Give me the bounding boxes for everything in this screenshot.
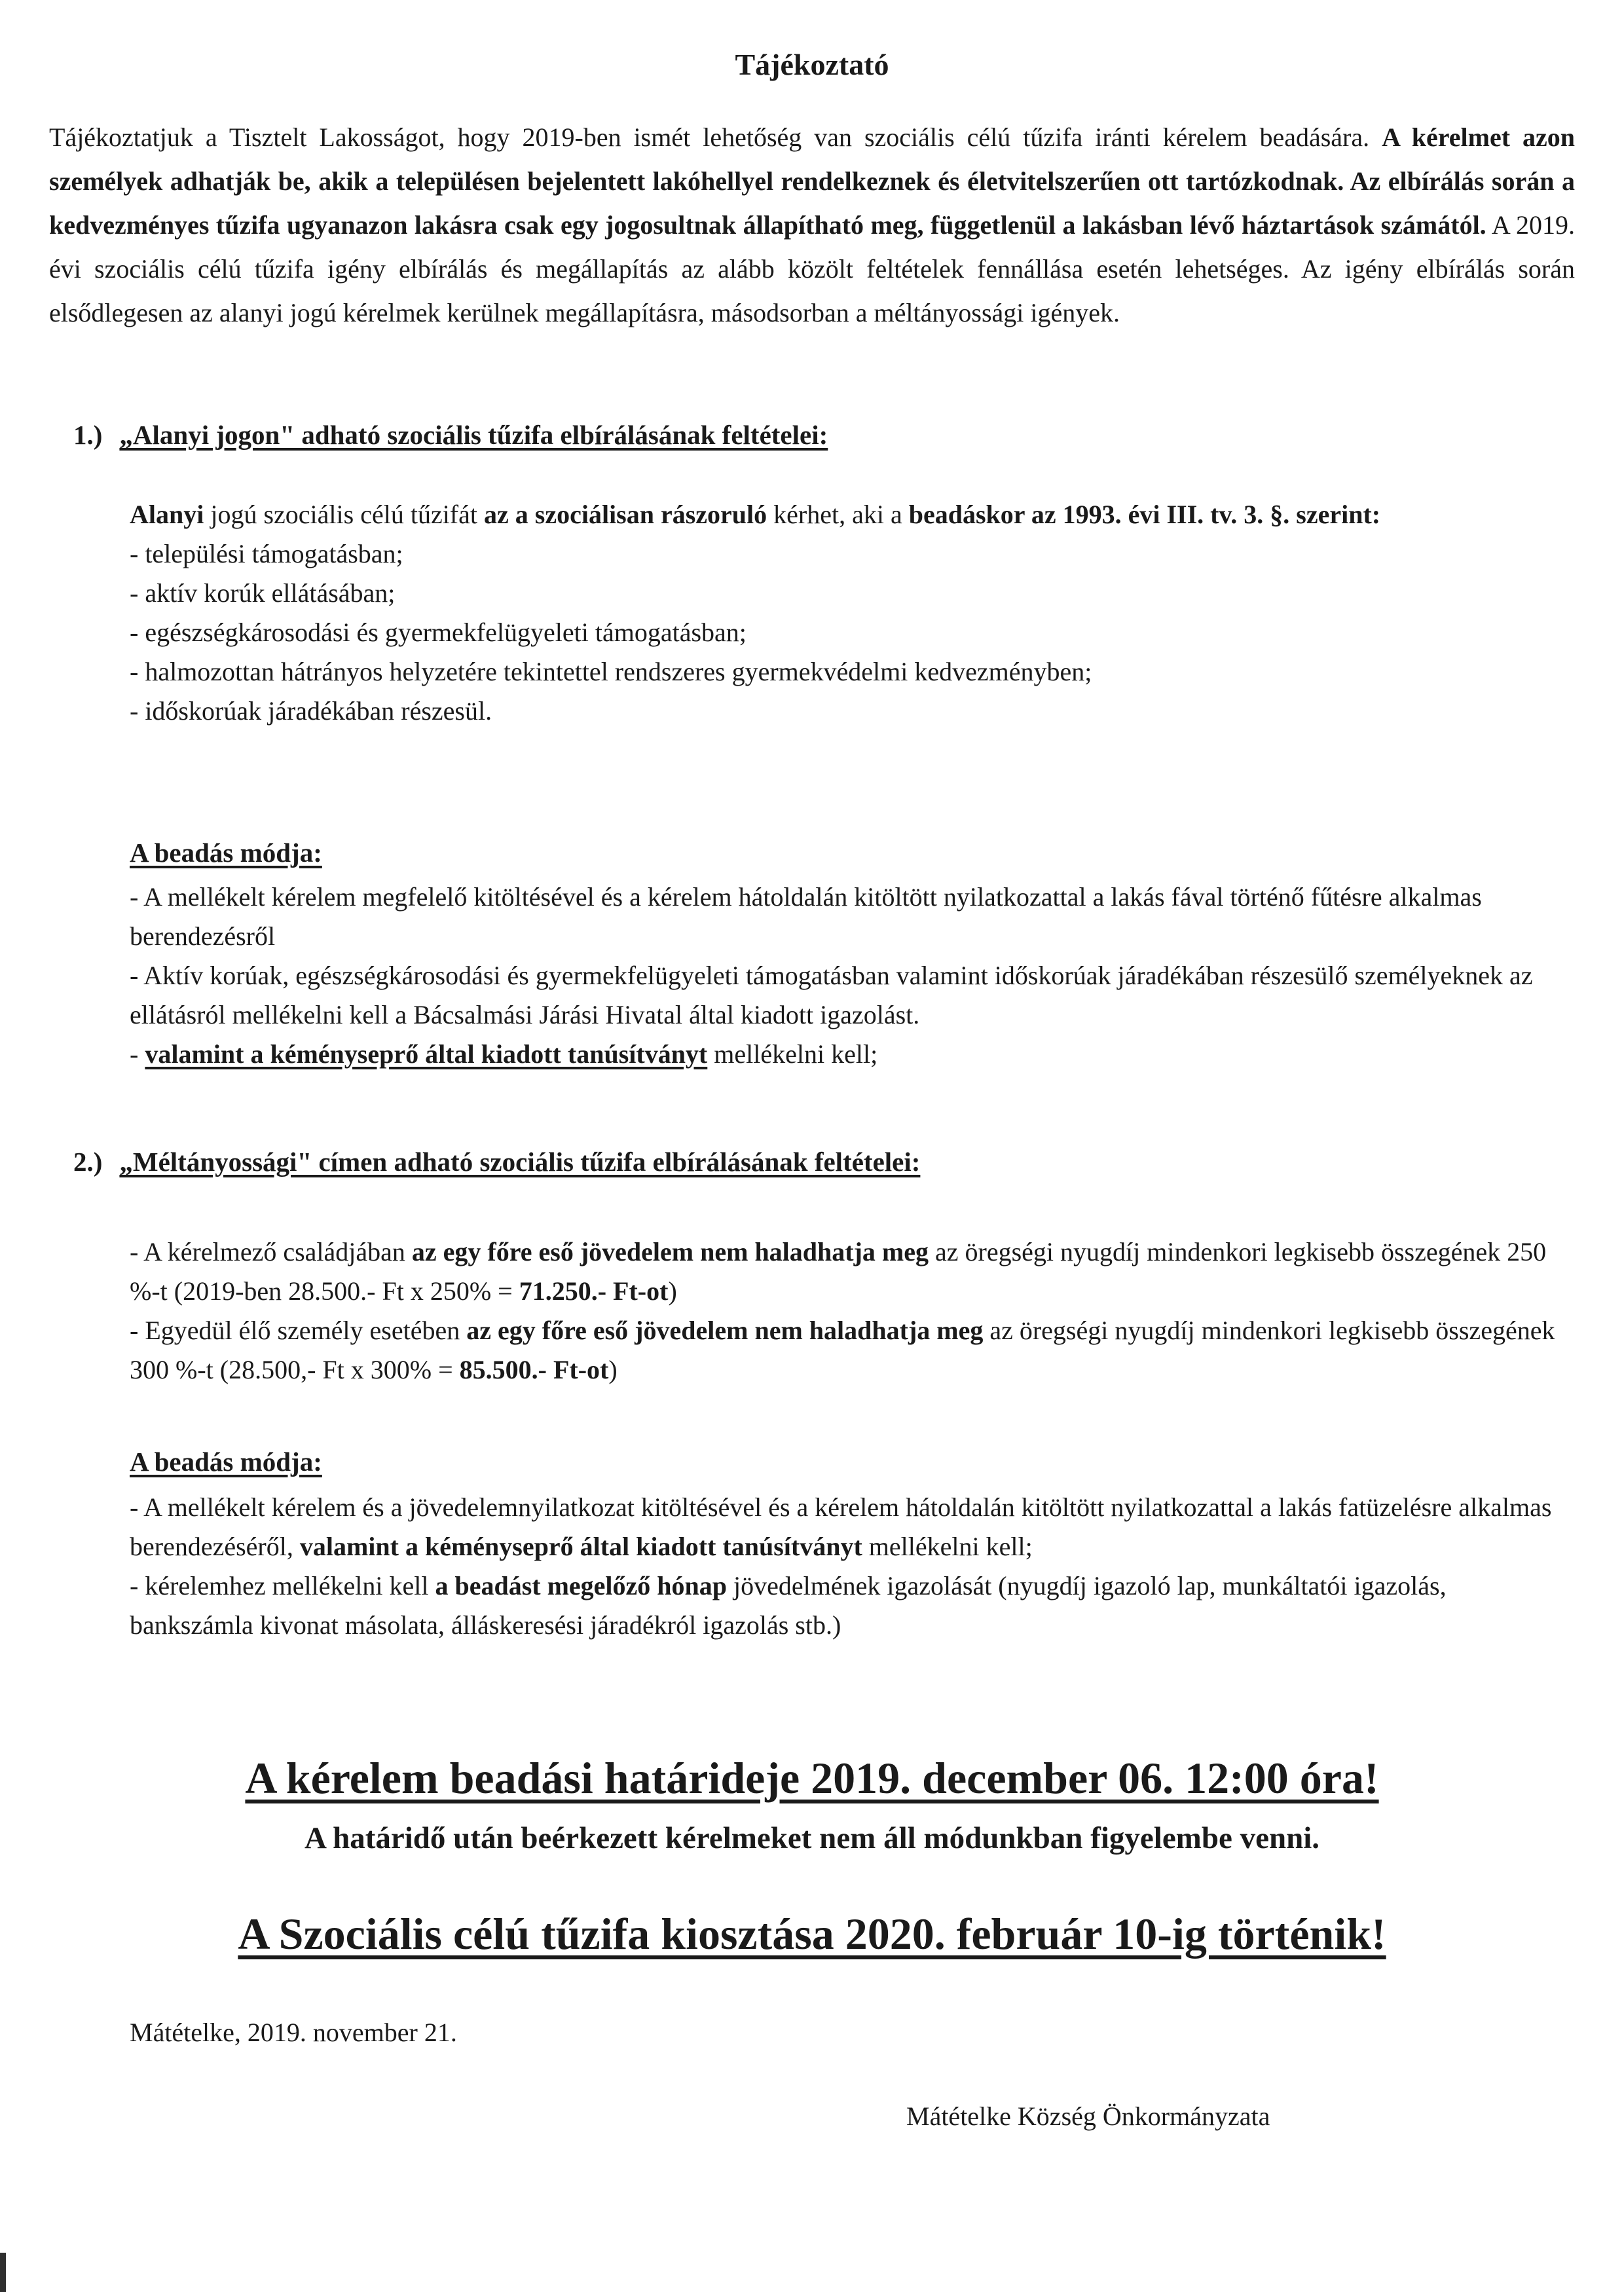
text-run: - A mellékelt kérelem és a jövedelemnyilatkozat kitöltésével és a kérelem hátoldalán kitöltött nyilatkozattal a lakás fatüzelésre alkalmas berendezéséről, (130, 1492, 1552, 1561)
bold-text-run: valamint a kéményseprő által kiadott tanúsítványt (299, 1532, 862, 1561)
bold-text-run: az egy főre eső jövedelem nem haladhatja meg (411, 1237, 929, 1266)
text-run: - A kérelmező családjában (130, 1237, 412, 1266)
text-run: Tájékoztatjuk a Tisztelt Lakosságot, hogy 2019-ben ismét lehetőség van szociális célú tűzifa iránti kérelem beadására. (49, 122, 1382, 152)
text-run: - Egyedül élő személy esetében (130, 1316, 467, 1345)
deadline-notice: A kérelem beadási határideje 2019. december 06. 12:00 óra! (245, 1753, 1379, 1803)
section1-submit-heading: A beadás módja: (130, 838, 322, 868)
section2-submit-heading: A beadás módja: (130, 1447, 322, 1477)
scan-edge-mark (0, 2253, 6, 2292)
section1-title: „Alanyi jogon" adható szociális tűzifa elbírálásának feltételei: (119, 420, 828, 450)
section1-item-5: - időskorúak járadékában részesül. (130, 696, 492, 726)
text-run: mellékelni kell; (862, 1532, 1033, 1561)
section1-submit-item-2: - Aktív korúak, egészségkárosodási és gyermekfelügyeleti támogatásban valamint időskorúak járadékában részesülő személyeknek az ellátásról mellékelni kell a Bácsalmási Járási Hivatal által kiadott igazolást. (130, 961, 1533, 1029)
distribution-notice: A Szociális célú tűzifa kiosztása 2020. február 10-ig történik! (238, 1909, 1386, 1959)
section1-item-2: - aktív korúk ellátásában; (130, 578, 396, 608)
bold-text-run: Alanyi (130, 500, 204, 529)
chimney-requirement: valamint a kéményseprő által kiadott tanúsítványt (145, 1039, 708, 1069)
section1-eligibility (130, 495, 1570, 731)
section2-condition-1 (130, 1232, 1570, 1311)
text-run: ) (608, 1355, 618, 1384)
text-run: jövedelmének igazolását (nyugdíj igazoló lap, munkáltatói igazolás, bankszámla kivonat másolata, álláskeresési járadékról igazolás stb.) (130, 1571, 1447, 1640)
chimney-suffix: mellékelni kell; (707, 1039, 878, 1069)
section1-number: 1.) (73, 420, 103, 450)
section1-submit-block (130, 878, 1570, 1074)
section1-lead (130, 495, 1570, 534)
section1-item-3: - egészségkárosodási és gyermekfelügyeleti támogatásban; (130, 618, 747, 647)
bold-text-run: az egy főre eső jövedelem nem haladhatja meg (466, 1316, 984, 1345)
text-run: kérhet, aki a (767, 500, 909, 529)
section2-submit-item-1 (130, 1488, 1570, 1566)
text-run: - kérelemhez mellékelni kell (130, 1571, 435, 1600)
section2-conditions (130, 1232, 1570, 1390)
section2-heading (73, 1146, 920, 1177)
bold-text-run: 71.250.- Ft-ot (519, 1276, 669, 1306)
section1-submit-item-1: - A mellékelt kérelem megfelelő kitöltésével és a kérelem hátoldalán kitöltött nyilatkozattal a lakás fával történő fűtésre alkalmas berendezésről (130, 882, 1482, 951)
text-run: A 2019. évi szociális célú tűzifa igény elbírálás és megállapítás az alább közölt feltételek fennállása esetén lehetséges. Az igény elbírálás során elsődlegesen az alanyi jogú kérelmek kerülnek megállapításra, másodsorban a méltányossági igények. (49, 210, 1575, 327)
place-and-date: Mátételke, 2019. november 21. (130, 2018, 457, 2047)
text-run: jogú szociális célú tűzifát (204, 500, 484, 529)
signature: Mátételke Község Önkormányzata (906, 2101, 1270, 2131)
intro-paragraph (49, 115, 1575, 335)
section2-submit-item-2 (130, 1566, 1570, 1645)
section2-submit-block (130, 1488, 1570, 1645)
section1-chimney-line (130, 1035, 1570, 1074)
section2-number: 2.) (73, 1147, 103, 1177)
bold-text-run: 85.500.- Ft-ot (459, 1355, 609, 1384)
text-run: ) (668, 1276, 677, 1306)
section1-heading (73, 419, 828, 451)
bold-text-run: A kérelmet azon személyek adhatják be, akik a településen bejelentett lakóhellyel rendelkeznek és életvitelszerűen ott tartózkodnak. Az elbírálás során a kedvezményes tűzifa ugyanazon lakásra csak egy jogosultnak állapítható meg, függetlenül a lakásban lévő háztartások számától. (49, 122, 1575, 240)
deadline-note: A határidő után beérkezett kérelmeket nem áll módunkban figyelembe venni. (304, 1821, 1320, 1855)
bold-text-run: az a szociálisan rászoruló (484, 500, 767, 529)
section2-condition-2 (130, 1311, 1570, 1390)
bold-text-run: beadáskor az 1993. évi III. tv. 3. §. szerint: (908, 500, 1381, 529)
section1-item-1: - települési támogatásban; (130, 539, 403, 568)
section2-title: „Méltányossági" címen adható szociális tűzifa elbírálásának feltételei: (119, 1147, 921, 1177)
text-run: az öregségi nyugdíj mindenkori legkisebb összegének 250 %-t (2019-ben 28.500.- Ft x 250% = (130, 1237, 1547, 1306)
bold-text-run: a beadást megelőző hónap (435, 1571, 728, 1600)
text-run: az öregségi nyugdíj mindenkori legkisebb összegének 300 %-t (28.500,- Ft x 300% = (130, 1316, 1555, 1384)
document-title: Tájékoztató (735, 48, 889, 81)
section1-item-4: - halmozottan hátrányos helyzetére tekintettel rendszeres gyermekvédelmi kedvezményben; (130, 657, 1092, 686)
chimney-prefix: - (130, 1039, 145, 1069)
